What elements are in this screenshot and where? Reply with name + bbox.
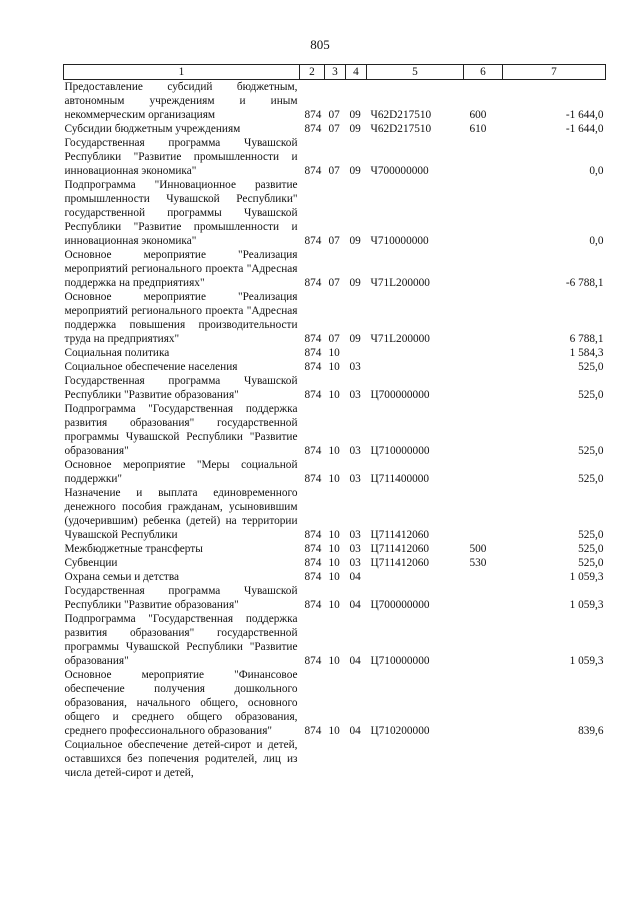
row-name: Государственная программа Чувашской Республики "Развитие промышленности и инновационная экономика" xyxy=(64,137,298,177)
table-row xyxy=(64,122,606,136)
row-name: Охрана семьи и детства xyxy=(64,571,180,583)
row-subsection: 09 xyxy=(349,165,361,177)
row-target-article: Ц711412060 xyxy=(370,543,430,555)
table-row xyxy=(64,738,606,780)
row-amount: 525,0 xyxy=(578,473,604,485)
row-name: Межбюджетные трансферты xyxy=(64,543,203,555)
row-amount: 1 059,3 xyxy=(569,571,604,583)
row-section: 07 xyxy=(328,109,340,121)
row-target-article xyxy=(367,570,464,584)
row-subsection: 03 xyxy=(349,361,361,373)
row-expense-type xyxy=(464,738,503,780)
page-number: 805 xyxy=(310,37,330,52)
row-target-article: Ч71L200000 xyxy=(370,333,430,345)
row-expense-type xyxy=(464,584,503,612)
table-row xyxy=(64,542,606,556)
row-section: 07 xyxy=(328,235,340,247)
row-target-article: Ц710200000 xyxy=(370,725,430,737)
row-amount: -1 644,0 xyxy=(565,109,604,121)
row-name: Подпрограмма "Государственная поддержка развития образования" государственной программы Чувашской Республики "Развитие образования" xyxy=(64,613,298,667)
row-section: 10 xyxy=(328,543,340,555)
row-name: Подпрограмма "Государственная поддержка развития образования" государственной программы Чувашской Республики "Развитие образования" xyxy=(64,403,298,457)
row-expense-type xyxy=(464,458,503,486)
row-section: 07 xyxy=(328,165,340,177)
row-name: Предоставление субсидий бюджетным, автономным учреждениям и иным некоммерческим организациям xyxy=(64,81,298,121)
row-target-article: Ц711400000 xyxy=(370,473,430,485)
row-section: 10 xyxy=(328,557,340,569)
row-expense-type xyxy=(464,570,503,584)
row-amount: 6 788,1 xyxy=(569,333,604,345)
row-expense-type xyxy=(464,290,503,346)
row-amount: 839,6 xyxy=(578,725,604,737)
row-gr-code: 874 xyxy=(304,109,322,121)
row-amount: 0,0 xyxy=(589,235,604,247)
row-gr-code: 874 xyxy=(304,725,322,737)
table-row xyxy=(64,290,606,346)
table-row xyxy=(64,360,606,374)
row-expense-type: 500 xyxy=(469,543,487,555)
row-expense-type xyxy=(464,360,503,374)
row-expense-type xyxy=(464,402,503,458)
table-row xyxy=(64,486,606,542)
row-section: 10 xyxy=(328,571,340,583)
row-name: Социальное обеспечение населения xyxy=(64,361,238,373)
row-subsection xyxy=(346,346,367,360)
row-name: Основное мероприятие "Реализация мероприятий регионального проекта "Адресная поддержка на предприятиях" xyxy=(64,249,298,289)
row-gr-code: 874 xyxy=(304,571,322,583)
row-target-article: Ч710000000 xyxy=(370,235,429,247)
row-amount: 1 584,3 xyxy=(569,347,604,359)
table-row xyxy=(64,136,606,178)
row-subsection xyxy=(346,738,367,780)
row-amount: -6 788,1 xyxy=(565,277,604,289)
table-row xyxy=(64,178,606,248)
row-amount: 525,0 xyxy=(578,445,604,457)
row-expense-type xyxy=(464,248,503,290)
row-subsection: 04 xyxy=(349,725,361,737)
row-section: 10 xyxy=(328,445,340,457)
row-amount xyxy=(503,738,606,780)
row-subsection: 04 xyxy=(349,655,361,667)
row-section: 07 xyxy=(328,277,340,289)
row-amount: 0,0 xyxy=(589,165,604,177)
table-row xyxy=(64,584,606,612)
row-subsection: 09 xyxy=(349,235,361,247)
header-col-5: 5 xyxy=(367,65,464,80)
row-expense-type xyxy=(464,612,503,668)
row-target-article: Ц711412060 xyxy=(370,557,430,569)
row-target-article: Ц700000000 xyxy=(370,599,430,611)
row-target-article xyxy=(367,360,464,374)
row-amount: -1 644,0 xyxy=(565,123,604,135)
row-expense-type: 530 xyxy=(469,557,487,569)
header-col-3: 3 xyxy=(325,65,346,80)
table-body xyxy=(64,80,606,781)
row-gr-code: 874 xyxy=(304,599,322,611)
row-expense-type xyxy=(464,668,503,738)
row-target-article: Ц710000000 xyxy=(370,655,430,667)
row-subsection: 04 xyxy=(349,599,361,611)
row-subsection: 09 xyxy=(349,277,361,289)
row-name: Основное мероприятие "Меры социальной поддержки" xyxy=(64,459,298,485)
header-row xyxy=(64,65,606,80)
row-gr-code: 874 xyxy=(304,123,322,135)
row-amount: 525,0 xyxy=(578,389,604,401)
row-amount: 525,0 xyxy=(578,557,604,569)
table-row xyxy=(64,458,606,486)
row-gr-code: 874 xyxy=(304,235,322,247)
row-section: 07 xyxy=(328,123,340,135)
row-gr-code: 874 xyxy=(304,333,322,345)
table-row xyxy=(64,402,606,458)
row-target-article: Ч700000000 xyxy=(370,165,429,177)
row-section: 10 xyxy=(328,655,340,667)
row-gr-code: 874 xyxy=(304,557,322,569)
table-row xyxy=(64,570,606,584)
header-col-1: 1 xyxy=(64,65,300,80)
row-subsection: 09 xyxy=(349,333,361,345)
row-subsection: 03 xyxy=(349,389,361,401)
row-expense-type xyxy=(464,486,503,542)
header-col-6: 6 xyxy=(464,65,503,80)
row-gr-code: 874 xyxy=(304,529,322,541)
row-section: 10 xyxy=(328,599,340,611)
row-name: Государственная программа Чувашской Республики "Развитие образования" xyxy=(64,375,298,401)
header-col-7: 7 xyxy=(503,65,606,80)
row-expense-type: 600 xyxy=(469,109,487,121)
row-name: Субсидии бюджетным учреждениям xyxy=(64,123,241,135)
row-section: 10 xyxy=(328,347,340,359)
row-subsection: 03 xyxy=(349,543,361,555)
row-target-article xyxy=(367,346,464,360)
row-section: 10 xyxy=(328,529,340,541)
row-name: Социальная политика xyxy=(64,347,170,359)
row-section: 10 xyxy=(328,473,340,485)
row-target-article: Ц710000000 xyxy=(370,445,430,457)
row-section: 07 xyxy=(328,333,340,345)
row-gr-code: 874 xyxy=(304,277,322,289)
row-amount: 1 059,3 xyxy=(569,655,604,667)
row-gr-code: 874 xyxy=(304,543,322,555)
row-target-article: Ч62D217510 xyxy=(370,109,432,121)
row-expense-type xyxy=(464,374,503,402)
row-gr-code: 874 xyxy=(304,165,322,177)
row-target-article: Ч62D217510 xyxy=(370,123,432,135)
header-col-4: 4 xyxy=(346,65,367,80)
row-subsection: 04 xyxy=(349,571,361,583)
table-row xyxy=(64,668,606,738)
row-section xyxy=(325,738,346,780)
row-name: Социальное обеспечение детей-сирот и детей, оставшихся без попечения родителей, лиц из числа детей-сирот и детей, xyxy=(64,739,298,779)
row-name: Основное мероприятие "Финансовое обеспечение получения дошкольного образования, начального общего, основного общего и среднего общего образования, среднего профессионального образования" xyxy=(64,669,298,737)
row-gr-code: 874 xyxy=(304,655,322,667)
row-subsection: 03 xyxy=(349,473,361,485)
row-subsection: 09 xyxy=(349,123,361,135)
table-row xyxy=(64,346,606,360)
row-section: 10 xyxy=(328,725,340,737)
table-row xyxy=(64,612,606,668)
row-expense-type xyxy=(464,346,503,360)
table-row xyxy=(64,80,606,123)
table-header xyxy=(64,65,606,80)
row-subsection: 03 xyxy=(349,529,361,541)
row-target-article: Ч71L200000 xyxy=(370,277,430,289)
row-name: Субвенции xyxy=(64,557,118,569)
row-target-article xyxy=(367,738,464,780)
row-subsection: 03 xyxy=(349,445,361,457)
row-gr-code: 874 xyxy=(304,445,322,457)
row-section: 10 xyxy=(328,361,340,373)
row-gr-code xyxy=(300,738,325,780)
table-row xyxy=(64,374,606,402)
row-name: Назначение и выплата единовременного денежного пособия гражданам, усыновившим (удочерившим) ребенка (детей) на территории Чувашской Республики xyxy=(64,487,298,541)
budget-table xyxy=(63,64,606,780)
row-target-article: Ц700000000 xyxy=(370,389,430,401)
table-row xyxy=(64,248,606,290)
row-amount: 1 059,3 xyxy=(569,599,604,611)
row-gr-code: 874 xyxy=(304,473,322,485)
header-col-2: 2 xyxy=(300,65,325,80)
row-expense-type xyxy=(464,178,503,248)
row-expense-type xyxy=(464,136,503,178)
row-amount: 525,0 xyxy=(578,361,604,373)
row-name: Государственная программа Чувашской Республики "Развитие образования" xyxy=(64,585,298,611)
table-row xyxy=(64,556,606,570)
row-target-article: Ц711412060 xyxy=(370,529,430,541)
row-amount: 525,0 xyxy=(578,543,604,555)
row-amount: 525,0 xyxy=(578,529,604,541)
row-gr-code: 874 xyxy=(304,361,322,373)
row-subsection: 09 xyxy=(349,109,361,121)
row-subsection: 03 xyxy=(349,557,361,569)
row-gr-code: 874 xyxy=(304,347,322,359)
row-name: Подпрограмма "Инновационное развитие промышленности Чувашской Республики" государственной программы Чувашской Республики "Развитие промышленности и инновационная экономика" xyxy=(64,179,298,247)
row-gr-code: 874 xyxy=(304,389,322,401)
row-section: 10 xyxy=(328,389,340,401)
row-name: Основное мероприятие "Реализация мероприятий регионального проекта "Адресная поддержка повышения производительности труда на предприятиях" xyxy=(64,291,298,345)
row-expense-type: 610 xyxy=(469,123,487,135)
